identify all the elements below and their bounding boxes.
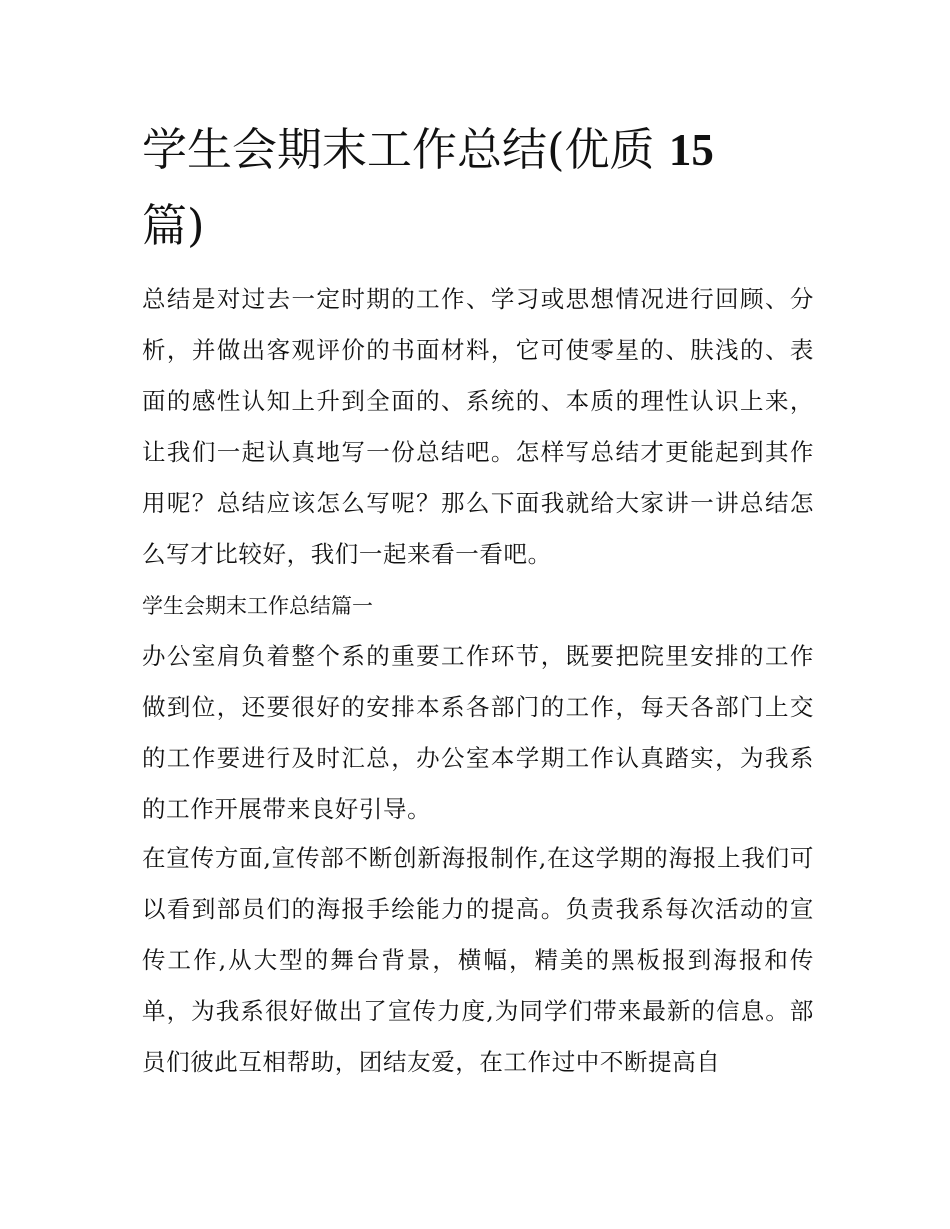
body-paragraph-2: 在宣传方面,宣传部不断创新海报制作,在这学期的海报上我们可以看到部员们的海报手绘能力的提高。负责我系每次活动的宣传工作,从大型的舞台背景，横幅，精美的黑板报到海报和传单，为我系很好做出了宣传力度,为同学们带来最新的信息。部员们彼此互相帮助，团结友爱，在工作过中不断提高自 (142, 844, 814, 1076)
document-title (142, 112, 822, 264)
title-text: 学生会期末工作总结(优质 (142, 123, 669, 176)
title-number: 15 (668, 125, 714, 175)
intro-paragraph: 总结是对过去一定时期的工作、学习或思想情况进行回顾、分析，并做出客观评价的书面材料，它可使零星的、肤浅的、表面的感性认知上升到全面的、系统的、本质的理性认识上来，让我们一起认真地写一份总结吧。怎样写总结才更能起到其作用呢？总结应该怎么写呢？那么下面我就给大家讲一讲总结怎么写才比较好，我们一起来看一看吧。 (142, 285, 814, 568)
section-heading: 学生会期末工作总结篇一 (142, 594, 373, 618)
title-text-continued: 篇) (142, 199, 205, 252)
body-paragraph-1: 办公室肩负着整个系的重要工作环节，既要把院里安排的工作做到位，还要很好的安排本系各部门的工作，每天各部门上交的工作要进行及时汇总，办公室本学期工作认真踏实，为我系的工作开展带来良好引导。 (142, 642, 814, 823)
